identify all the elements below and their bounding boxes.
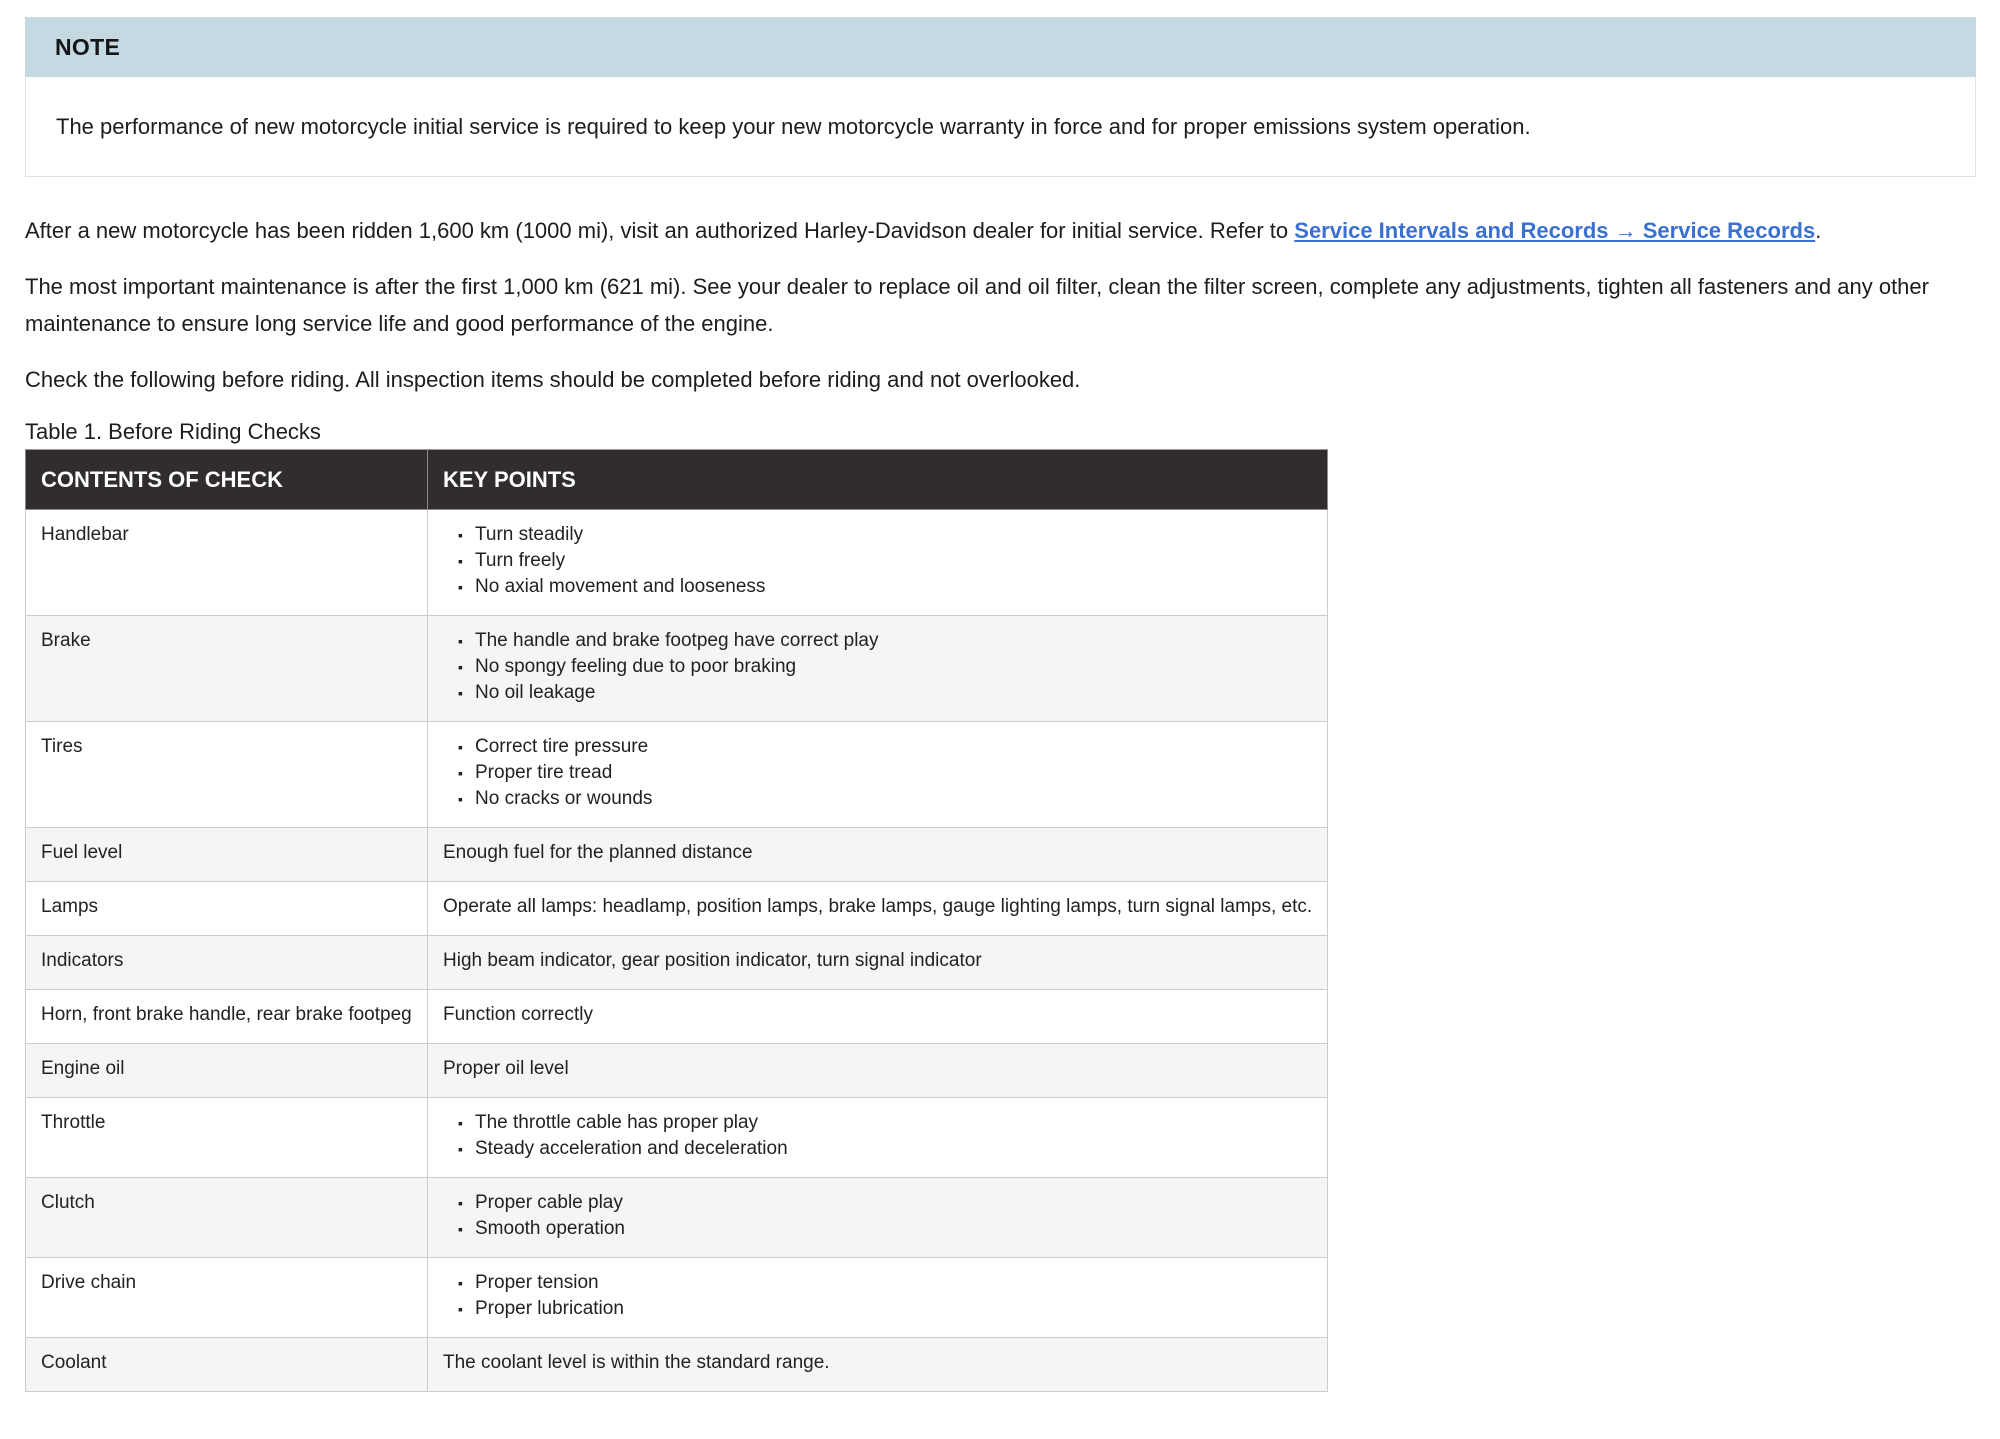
check-cell: Fuel level (26, 828, 428, 882)
key-points-cell: Enough fuel for the planned distance (428, 828, 1328, 882)
check-cell: Handlebar (26, 510, 428, 616)
service-records-link[interactable]: Service Intervals and Records → Service Records (1294, 218, 1816, 243)
key-point-item: ▪ The throttle cable has proper play (443, 1110, 1317, 1136)
key-points-list (443, 1270, 1317, 1322)
check-cell: Brake (26, 616, 428, 722)
paragraph-initial-service-period: . (1815, 218, 1822, 243)
check-cell: Tires (26, 722, 428, 828)
key-points-cell: The coolant level is within the standard range. (428, 1338, 1328, 1392)
table-row (26, 828, 1328, 882)
check-cell: Coolant (26, 1338, 428, 1392)
table-row (26, 1338, 1328, 1392)
paragraph-before-riding: Check the following before riding. All inspection items should be completed before riding and not overlooked. (25, 367, 1081, 392)
manual-page (0, 17, 2000, 1439)
key-points-cell (428, 510, 1328, 616)
note-title: NOTE (55, 33, 121, 60)
key-point-item: ▪ No oil leakage (443, 680, 1317, 706)
key-point-item: ▪ Proper tension (443, 1270, 1317, 1296)
check-cell: Engine oil (26, 1044, 428, 1098)
check-cell: Drive chain (26, 1258, 428, 1338)
key-point-item: ▪ Proper cable play (443, 1190, 1317, 1216)
table-row (26, 510, 1328, 616)
key-points-list (443, 1110, 1317, 1162)
paragraph-first-maintenance: The most important maintenance is after the first 1,000 km (621 mi). See your dealer to replace oil and oil filter, clean the filter screen, complete any adjustments, tighten all fasteners and any other maintenance to ensure long service life and good performance of the engine. (25, 274, 1929, 336)
table-row (26, 882, 1328, 936)
key-point-item: ▪ Turn freely (443, 548, 1317, 574)
check-cell: Lamps (26, 882, 428, 936)
note-header (25, 17, 1976, 77)
paragraph-initial-service (25, 212, 1955, 249)
key-point-item: ▪ Smooth operation (443, 1216, 1317, 1242)
paragraph-initial-service-text: After a new motorcycle has been ridden 1,600 km (1000 mi), visit an authorized Harley-Davidson dealer for initial service. Refer to (25, 218, 1295, 243)
key-point-item: ▪ No axial movement and looseness (443, 574, 1317, 600)
table-row (26, 936, 1328, 990)
key-points-list (443, 734, 1317, 812)
key-point-item: ▪ Correct tire pressure (443, 734, 1317, 760)
key-points-list (443, 1190, 1317, 1242)
before-riding-checks-table (25, 449, 1328, 1392)
key-point-item: ▪ No cracks or wounds (443, 786, 1317, 812)
table-row (26, 1178, 1328, 1258)
key-points-cell (428, 1258, 1328, 1338)
key-points-list (443, 628, 1317, 706)
key-points-cell (428, 1098, 1328, 1178)
key-points-list (443, 522, 1317, 600)
table-row (26, 1098, 1328, 1178)
table-body (26, 510, 1328, 1392)
table-row (26, 722, 1328, 828)
key-points-cell: High beam indicator, gear position indicator, turn signal indicator (428, 936, 1328, 990)
table-caption: Table 1. Before Riding Checks (25, 419, 321, 444)
check-cell: Clutch (26, 1178, 428, 1258)
note-box (25, 17, 1976, 177)
note-body-text: The performance of new motorcycle initial service is required to keep your new motorcycle warranty in force and for proper emissions system operation. (56, 114, 1531, 139)
key-points-cell: Function correctly (428, 990, 1328, 1044)
column-header-contents-of-check: CONTENTS OF CHECK (26, 450, 428, 510)
key-point-item: ▪ No spongy feeling due to poor braking (443, 654, 1317, 680)
key-point-item: ▪ Proper tire tread (443, 760, 1317, 786)
table-row (26, 1258, 1328, 1338)
key-point-item: ▪ Turn steadily (443, 522, 1317, 548)
key-points-cell: Operate all lamps: headlamp, position lamps, brake lamps, gauge lighting lamps, turn signal lamps, etc. (428, 882, 1328, 936)
column-header-key-points: KEY POINTS (428, 450, 1328, 510)
key-point-item: ▪ Steady acceleration and deceleration (443, 1136, 1317, 1162)
note-body (25, 77, 1976, 177)
key-points-cell (428, 616, 1328, 722)
key-points-cell: Proper oil level (428, 1044, 1328, 1098)
table-row (26, 1044, 1328, 1098)
key-point-item: ▪ Proper lubrication (443, 1296, 1317, 1322)
table-row (26, 990, 1328, 1044)
check-cell: Horn, front brake handle, rear brake footpeg (26, 990, 428, 1044)
check-cell: Indicators (26, 936, 428, 990)
key-point-item: ▪ The handle and brake footpeg have correct play (443, 628, 1317, 654)
key-points-cell (428, 722, 1328, 828)
check-cell: Throttle (26, 1098, 428, 1178)
table-header-row (26, 450, 1328, 510)
table-row (26, 616, 1328, 722)
key-points-cell (428, 1178, 1328, 1258)
